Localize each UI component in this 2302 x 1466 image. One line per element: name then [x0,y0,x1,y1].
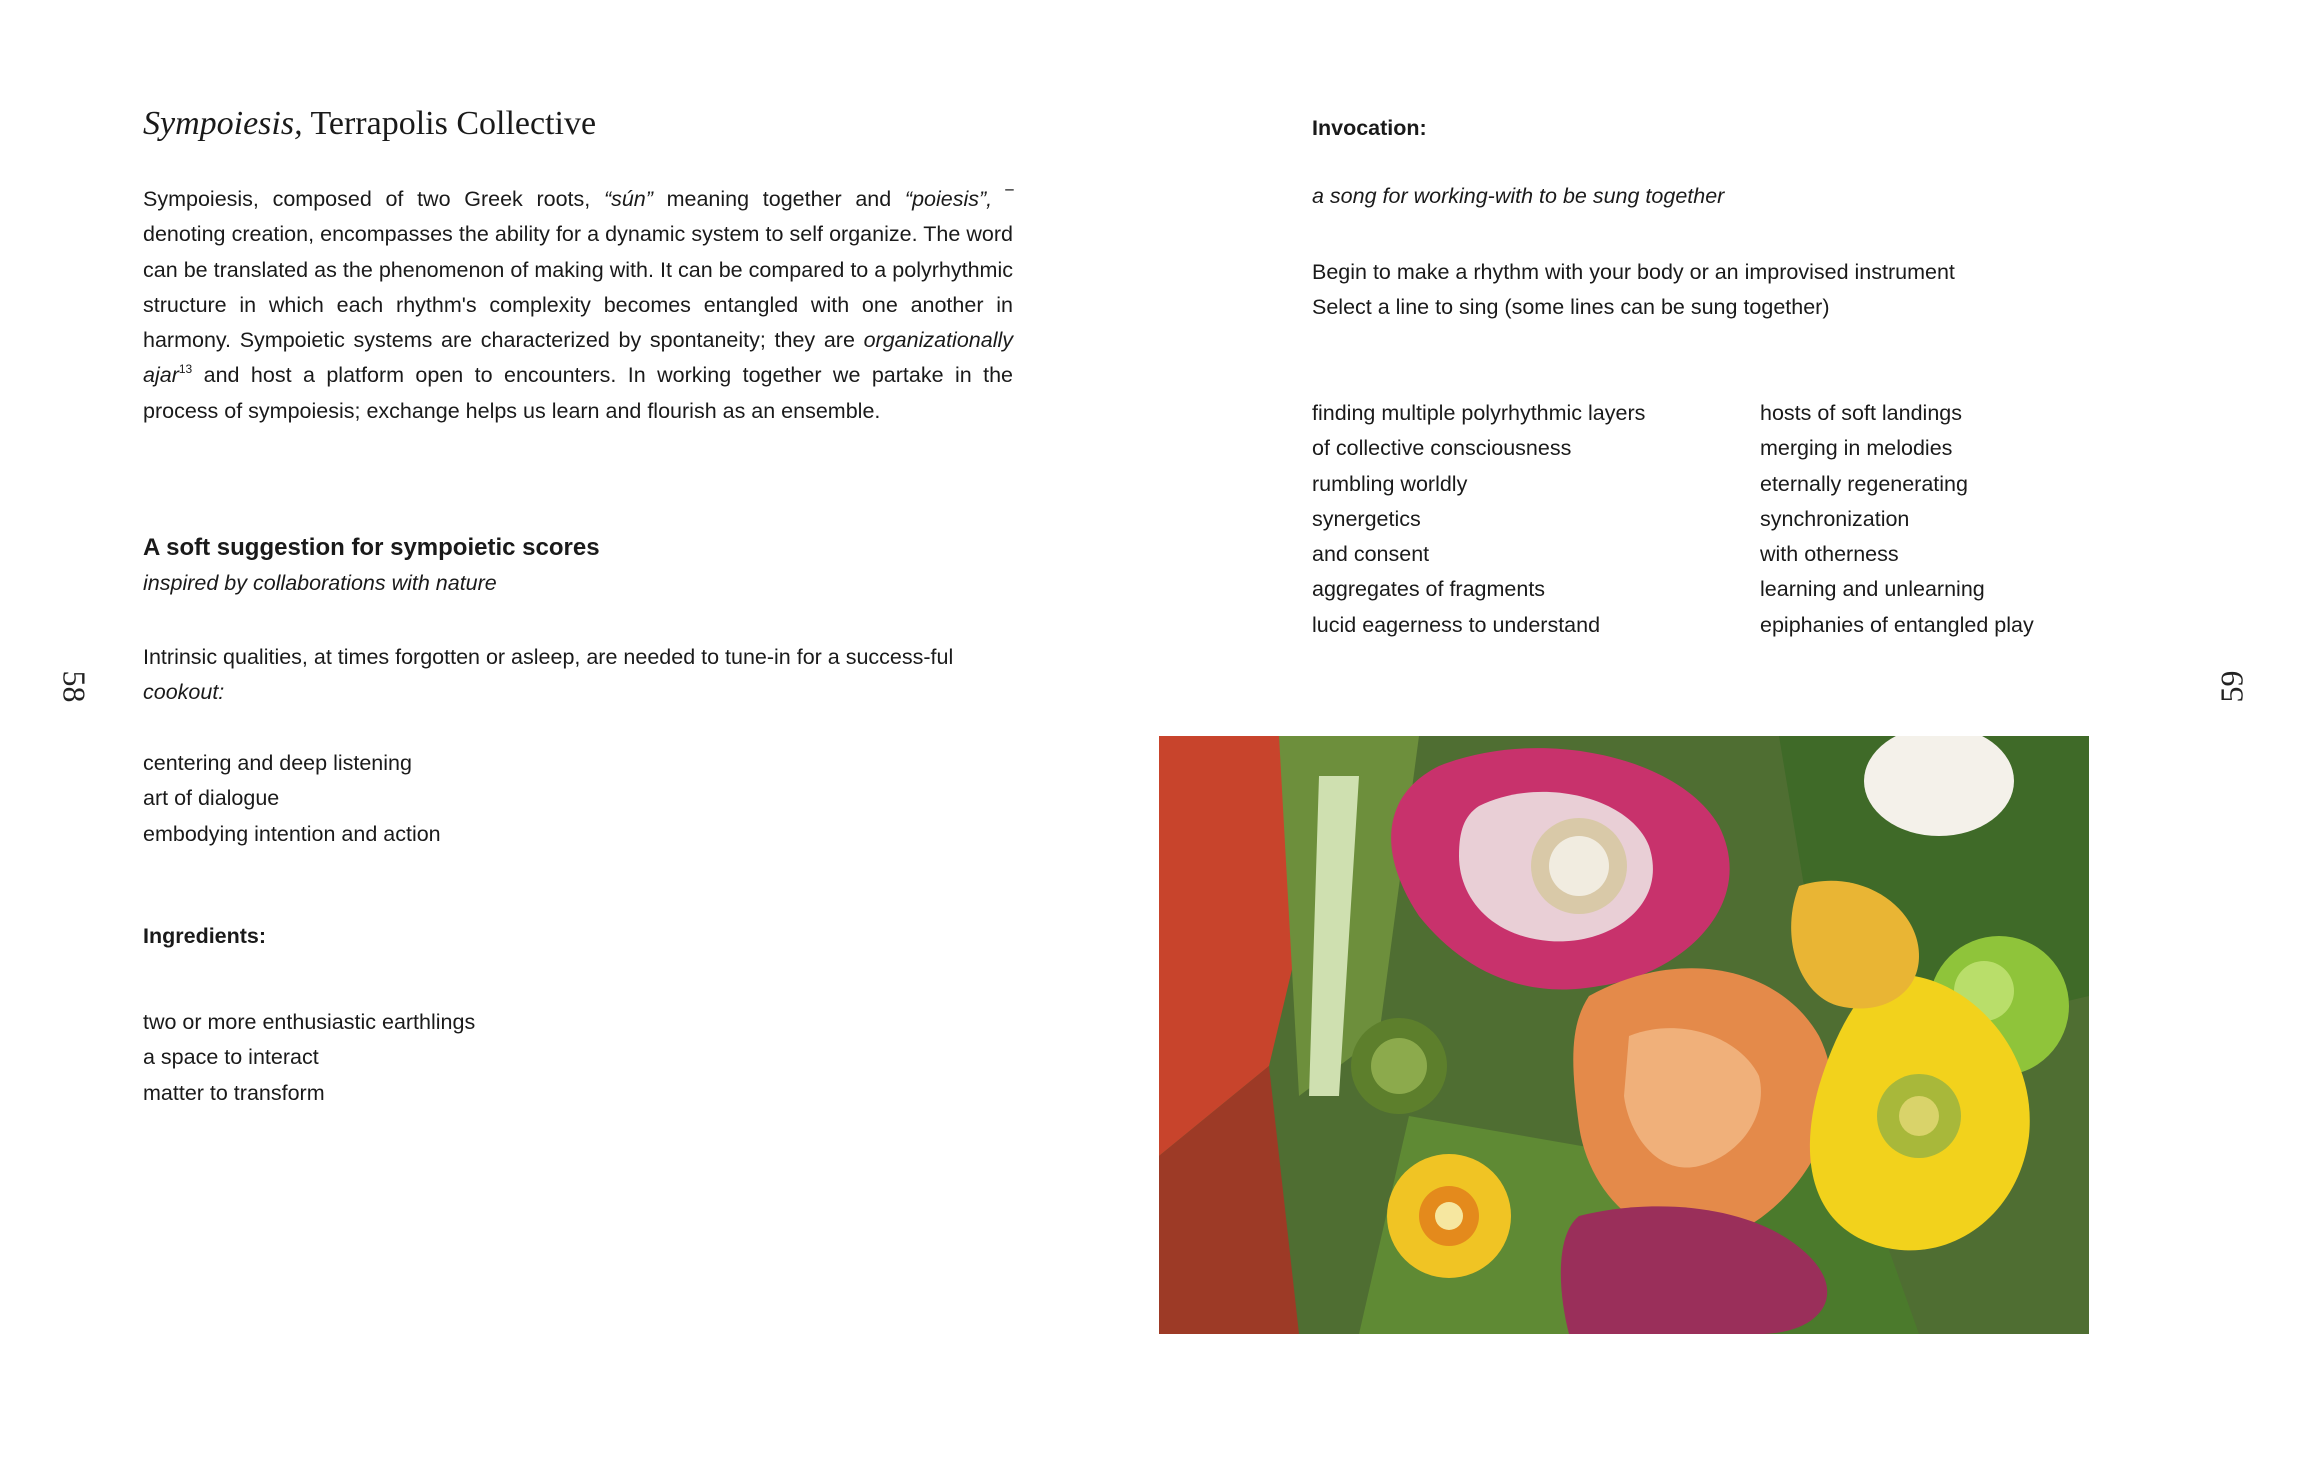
intro-ajar: organizationally ajar [143,328,1013,388]
song-line: eternally regenerating [1760,471,1968,496]
compost-photo [1159,736,2089,1334]
page-title [143,105,596,143]
list-item: two or more enthusiastic earthlings [143,1010,476,1034]
list-item: centering and deep listening [143,751,412,775]
song-lines-column-2 [1760,396,2034,643]
song-line: finding multiple polyrhythmic layers [1312,401,1646,425]
footnote-marker: 13 [178,362,193,377]
title-rest: Terrapolis Collective [302,105,597,142]
intrinsic-italic: cookout: [143,680,225,705]
intro-text-1: Sympoiesis, composed of two Greek roots, [143,187,604,211]
intro-text-3: ‾ denoting creation, encompasses the ability for a dynamic system to self organize. The word can be translated as the phenomenon of making with. It can be compared to a polyrhythmic structure in which each rhythm's complexity becomes entangled with one another in harmony. Sympoietic systems are characterized by spontaneity; they are [143,187,1013,353]
page-number-right: 59 [2213,670,2250,703]
section-subheading: inspired by collaborations with nature [143,571,497,595]
song-line: aggregates of fragments [1312,577,1546,602]
song-line: epiphanies of entangled play [1760,612,2034,637]
song-line: lucid eagerness to understand [1312,612,1601,637]
song-line: rumbling worldly [1312,471,1468,496]
song-line: of collective consciousness [1312,436,1572,461]
qualities-list [143,746,441,852]
song-line: synchronization [1760,506,1910,531]
intro-text-4: and host a platform open to encounters. In working together we partake in the process of sympoiesis; exchange helps us learn and flourish as an ensemble. [143,363,1013,423]
intrinsic-text: Intrinsic qualities, at times forgotten or asleep, are needed to tune-in for a success-ful [143,645,954,669]
section-heading: A soft suggestion for sympoietic scores [143,534,600,561]
compost-photo-illustration [1159,736,2089,1334]
song-line: synergetics [1312,506,1421,531]
song-line: merging in melodies [1760,436,1953,461]
intro-poiesis: “poiesis”, [904,187,993,211]
intro-paragraph [143,182,1013,429]
ingredients-list [143,1005,475,1111]
song-line: learning and unlearning [1760,577,1985,602]
intro-sun: “sún” [603,187,653,211]
list-item: matter to transform [143,1080,325,1105]
song-lines-column-1 [1312,396,1645,643]
song-line: with otherness [1760,542,1899,567]
song-line: hosts of soft landings [1760,401,1962,425]
ingredients-heading: Ingredients: [143,924,267,948]
intro-text-2: meaning together and [652,187,905,211]
instructions [1312,255,1955,326]
intrinsic-paragraph [143,640,1023,711]
instruction-line: Begin to make a rhythm with your body or an improvised instrument [1312,260,1955,284]
title-italic: Sympoiesis, [143,105,303,142]
invocation-heading: Invocation: [1312,116,1427,140]
song-subtitle: a song for working-with to be sung together [1312,184,1725,208]
page-number-left: 58 [56,670,93,703]
instruction-line: Select a line to sing (some lines can be sung together) [1312,295,1830,320]
list-item: a space to interact [143,1045,319,1070]
list-item: embodying intention and action [143,821,441,846]
list-item: art of dialogue [143,786,280,811]
song-line: and consent [1312,542,1430,567]
